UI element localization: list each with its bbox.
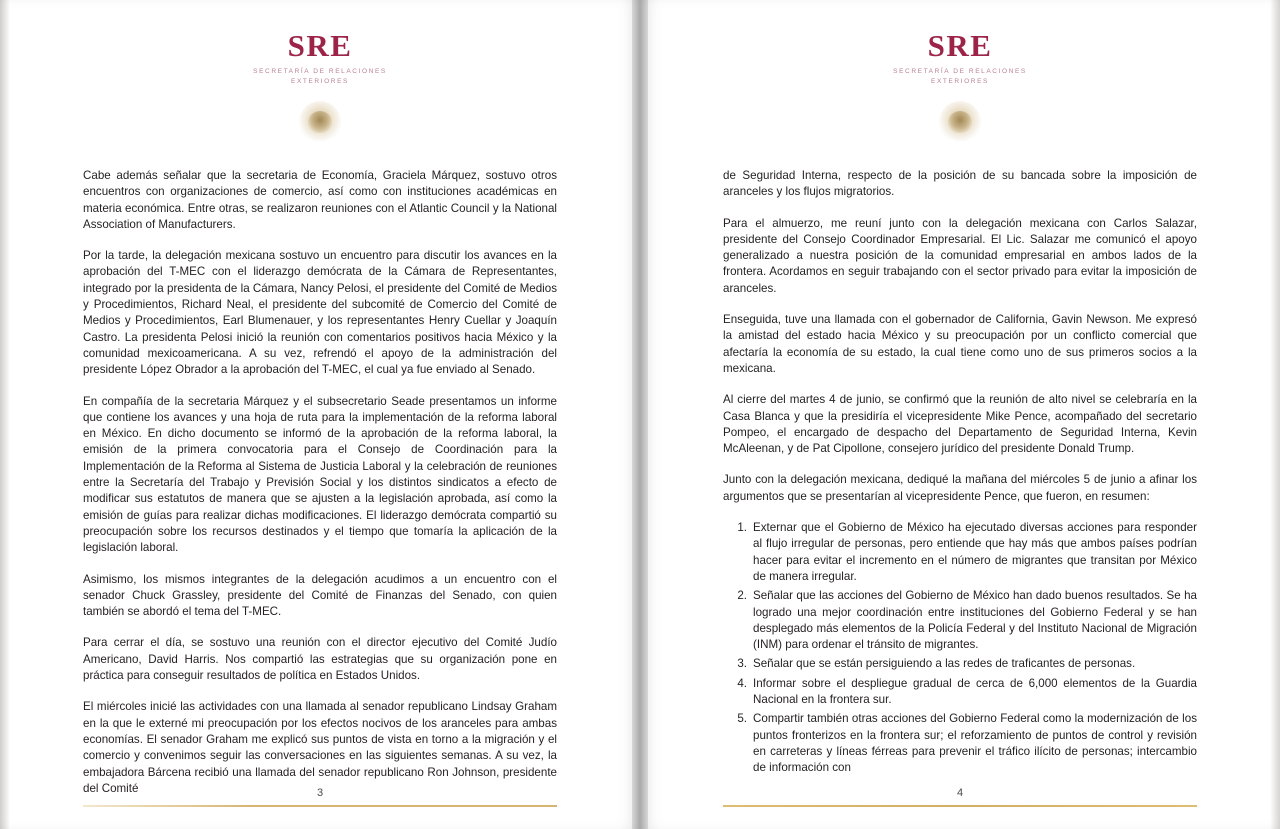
paragraph: Asimismo, los mismos integrantes de la delegación acudimos a un encuentro con el senador Chuck Grassley, presidente del Comité de Finanzas del Senado, con quien también se abordó el tema del T-MEC. xyxy=(83,572,557,619)
page-number: 3 xyxy=(316,787,324,799)
paragraph: de Seguridad Interna, respecto de la posición de su bancada sobre la imposición de aranceles y los flujos migratorios. xyxy=(723,169,1197,199)
list-item: Informar sobre el despliegue gradual de cerca de 6,000 elementos de la Guardia Nacional en la frontera sur. xyxy=(753,676,1197,707)
footer-rule xyxy=(83,805,557,807)
page-body-left xyxy=(83,168,557,812)
page-body-right xyxy=(723,168,1197,780)
sre-subtitle-line2: EXTERIORES xyxy=(931,77,989,85)
letterhead xyxy=(0,0,640,143)
page-footer-left xyxy=(83,787,557,807)
sre-subtitle xyxy=(0,67,640,87)
list-item: Señalar que las acciones del Gobierno de México han dado buenos resultados. Se ha logrado una mejor coordinación entre instituciones del Gobierno Federal y se han desplegado más elementos de la Policía Federal y del Instituto Nacional de Migración (INM) para ordenar el tránsito de migrantes. xyxy=(753,589,1197,652)
paragraph: El miércoles inicié las actividades con una llamada al senador republicano Lindsay Graham en la que le externé mi preocupación por los efectos nocivos de los aranceles para ambas economías. El senador Graham me explicó sus puntos de vista en torno a la migración y el comercio y convenimos seguir las conversaciones en las siguientes semanas. A su vez, la embajadora Bárcena recibió una llamada del senador republicano Ron Johnson, presidente del Comité xyxy=(83,700,557,795)
sre-subtitle xyxy=(640,67,1280,87)
sre-logo: SRE xyxy=(927,28,993,63)
paragraph: Junto con la delegación mexicana, dediqué la mañana del miércoles 5 de junio a afinar los argumentos que se presentarían al vicepresidente Pence, que fueron, en resumen: xyxy=(723,473,1197,503)
sre-logo: SRE xyxy=(287,28,353,63)
sre-subtitle-line1: SECRETARÍA DE RELACIONES xyxy=(893,68,1027,75)
paragraph: Para el almuerzo, me reuní junto con la delegación mexicana con Carlos Salazar, presidente del Consejo Coordinador Empresarial. El Lic. Salazar me comunicó el apoyo generalizado a nuestra posición de la comunidad empresarial en ambos lados de la frontera. Acordamos en seguir trabajando con el sector privado para evitar la imposición de aranceles. xyxy=(723,216,1197,295)
mexican-coat-of-arms-seal-icon xyxy=(299,101,341,143)
list-item: Compartir también otras acciones del Gobierno Federal como la modernización de los puntos fronterizos en la frontera sur; el reforzamiento de puntos de control y revisión en carreteras y líneas férreas para prevenir el tráfico ilícito de personas; intercambio de información con xyxy=(753,712,1197,775)
document-page-right xyxy=(640,0,1280,829)
paragraph: Al cierre del martes 4 de junio, se confirmó que la reunión de alto nivel se celebraría en la Casa Blanca y que la presidiría el vicepresidente Mike Pence, acompañado del secretario Pompeo, el encargado de despacho del Departamento de Seguridad Interna, Kevin McAleenan, y de Pat Cipollone, consejero jurídico del presidente Donald Trump. xyxy=(723,393,1197,456)
paragraph: Enseguida, tuve una llamada con el gobernador de California, Gavin Newson. Me expresó la amistad del estado hacia México y su preocupación por un conflicto comercial que afectaría la economía de su estado, la cual tiene como uno de sus primeros socios a la mexicana. xyxy=(723,313,1197,375)
paragraph: Para cerrar el día, se sostuvo una reunión con el director ejecutivo del Comité Judío Americano, David Harris. Nos compartió las estrategias que su organización pone en práctica para conseguir resultados de política en Estados Unidos. xyxy=(83,636,557,683)
paragraph: Por la tarde, la delegación mexicana sostuvo un encuentro para discutir los avances en la aprobación del T-MEC con el liderazgo demócrata de la Cámara de Representantes, integrado por la presidenta de la Cámara, Nancy Pelosi, el presidente del Comité de Medios y Procedimientos, Richard Neal, el presidente del subcomité de Comercio del Comité de Medios y Procedimientos, Earl Blumenauer, y los representantes Henry Cuellar y Joaquín Castro. La presidenta Pelosi inició la reunión con comentarios positivos hacia México y la comunidad mexicoamericana. A su vez, refrendó el apoyo de la administración del presidente López Obrador a la aprobación del T-MEC, el cual ya fue enviado al Senado. xyxy=(83,249,557,377)
list-item: Señalar que se están persiguiendo a las redes de traficantes de personas. xyxy=(753,657,1136,671)
sre-subtitle-line2: EXTERIORES xyxy=(291,77,349,85)
numbered-list xyxy=(723,520,1197,776)
paragraph: Cabe además señalar que la secretaria de Economía, Graciela Márquez, sostuvo otros encuentros con organizaciones de comercio, así como con instituciones académicas en materia económica. Entre otras, se realizaron reuniones con el Atlantic Council y la National Association of Manufacturers. xyxy=(83,169,557,231)
sre-subtitle-line1: SECRETARÍA DE RELACIONES xyxy=(253,68,387,75)
mexican-coat-of-arms-seal-icon xyxy=(939,101,981,143)
page-footer-right xyxy=(723,787,1197,807)
footer-rule xyxy=(723,805,1197,807)
paragraph: En compañía de la secretaria Márquez y el subsecretario Seade presentamos un informe que contiene los avances y una hoja de ruta para la implementación de la reforma laboral en México. En dicho documento se informó de la aprobación de la reforma laboral, la emisión de la primera convocatoria para el Consejo de Coordinación para la Implementación de la Reforma al Sistema de Justicia Laboral y la celebración de reuniones entre la Secretaría del Trabajo y Previsión Social y los distintos sindicatos a efecto de modificar sus estatutos de manera que se ajusten a la legislación aprobada, así como la emisión de guías para realizar dichas modificaciones. El liderazgo demócrata compartió su preocupación sobre los recursos destinados y el tiempo que tomaría la aplicación de la legislación laboral. xyxy=(83,394,557,555)
letterhead xyxy=(640,0,1280,143)
list-item: Externar que el Gobierno de México ha ejecutado diversas acciones para responder al flujo irregular de personas, pero entiende que hay más que ambos países podrían hacer para evitar el incremento en el número de migrantes que transitan por México de manera irregular. xyxy=(753,521,1197,583)
page-number: 4 xyxy=(956,787,964,799)
